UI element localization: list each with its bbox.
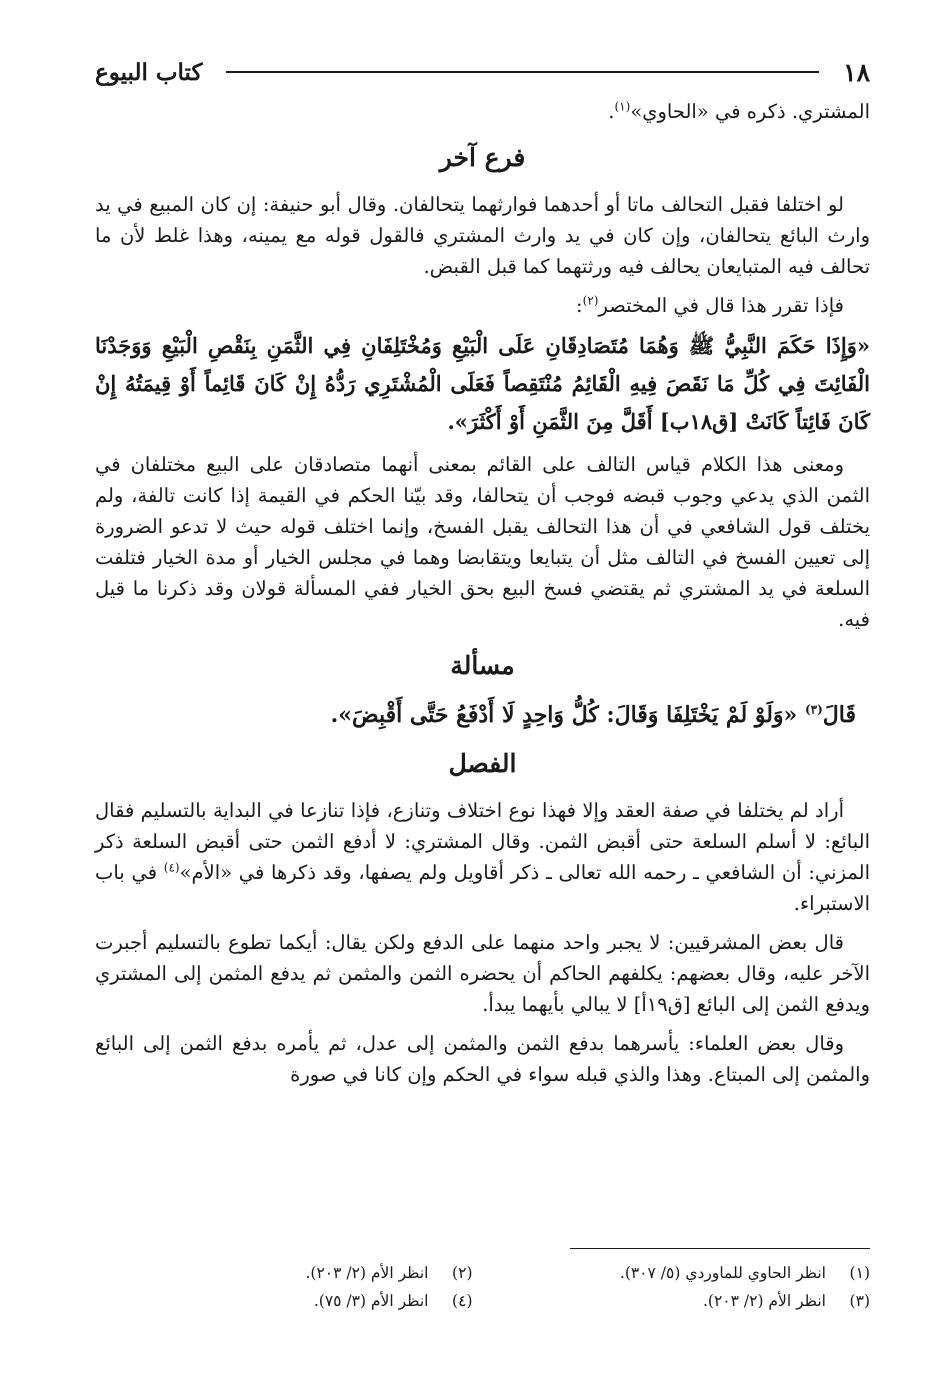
paragraph-text: في باب الاستبراء.	[95, 861, 870, 915]
paragraph-continuation	[95, 96, 870, 127]
header-rule	[226, 71, 819, 73]
page-body	[95, 96, 870, 1090]
paragraph	[95, 795, 870, 919]
paragraph-text: أراد لم يختلفا في صفة العقد وإلا فهذا نوع اختلاف وتنازع، فإذا تنازعا في البداية بالتسليم فقال البائع: لا أسلم السلعة حتى أقبض الثمن. وقال المشتري: لا أدفع الثمن حتى أقبض السلعة ذكر المزني: أن الشافعي ـ رحمه الله تعالى ـ ذكر أقاويل ولم يصفها، وقد ذكرها في «الأم»	[95, 799, 871, 884]
footnote-item	[493, 1261, 871, 1285]
ruling-text: «وَلَوْ لَمْ يَخْتَلِفَا وَقَالَ: كُلُّ وَاحِدٍ لَا أَدْفَعُ حَتَّى أَقْبِضَ».	[330, 702, 798, 728]
book-title: كتاب البيوع	[95, 58, 203, 86]
footnote-number: (٢)	[452, 1264, 473, 1282]
quoted-ruling	[95, 697, 870, 733]
footnote-ref: (٣)	[804, 702, 823, 717]
paragraph: لو اختلفا فقبل التحالف ماتا أو أحدهما فوارثهما يتحالفان. وقال أبو حنيفة: إن كان المبيع في يد وارث البائع يتحالفان، وإن كان في يد وارث المشتري فالقول قوله مع يمينه، وهذا غلط لأن ما تحالف فيه المتبايعان يحالف فيه ورثتهما كما قبل القبض.	[95, 193, 870, 278]
paragraph-text: المشتري. ذكره في «الحاوي»	[630, 100, 870, 123]
paragraph-text: فإذا تقرر هذا قال في المختصر	[598, 294, 844, 317]
footnote-item	[493, 1289, 871, 1313]
section-heading: مسألة	[450, 651, 515, 680]
footnote-text: انظر الحاوي للماوردي (٥/ ٣٠٧).	[619, 1264, 826, 1282]
footnote-number: (١)	[849, 1264, 870, 1282]
page-number: ١٨	[843, 57, 870, 87]
footnote-number: (٤)	[452, 1292, 473, 1310]
footnote-ref: (٤)	[163, 860, 180, 875]
paragraph-text: .	[608, 100, 615, 123]
footnote-rule	[570, 1248, 870, 1249]
paragraph: ومعنى هذا الكلام قياس التالف على القائم بمعنى أنهما متصادقان على البيع مختلفان في الثمن الذي يدعي وجوب قبضه فوجب أن يتحالفا، وقد بيّنا الحكم في القيمة إذا كانت تالفة، ولم يختلف قول الشافعي في أن هذا التحالف يقبل الفسخ، وإنما اختلف قوله حيث لا تدعو الضرورة إلى تعيين الفسخ في التالف مثل أن يتبايعا ويتقابضا وهما في مجلس الخيار أو مدة الخيار فتلفت السلعة في يد المشتري ثم يقتضي فسخ البيع بحق الخيار ففي المسألة قولان وقد ذكرنا ما قيل فيه.	[95, 453, 870, 631]
quoted-text: «وَإِذَا حَكَمَ النَّبِيُّ ﷺ وَهُمَا مُتَصَادِقَانِ عَلَى الْبَيْعِ وَمُخْتَلِفَانِ فِي الثَّمَنِ بِنَقْصِ الْبَيْعِ وَوَجَدْنَا الْفَائِتَ فِي كُلِّ مَا نَقَصَ فِيهِ الْقَائِمُ مُنْتَقِصاً فَعَلَى الْمُشْتَرِي رَدُّهُ إِنْ كَانَ قَائِماً أَوْ قِيمَتُهُ إِنْ كَانَ فَائِتاً كَانَتْ [ق١٨ب] أَقَلَّ مِنَ الثَّمَنِ أَوْ أَكْثَرَ».	[95, 333, 870, 434]
footnote-ref: (٢)	[582, 293, 599, 308]
footnote-number: (٣)	[849, 1292, 870, 1310]
footnotes	[95, 1248, 870, 1313]
footnote-text: انظر الأم (٣/ ٧٥).	[313, 1292, 429, 1310]
paragraph: وقال بعض العلماء: يأسرهما بدفع الثمن والمثمن إلى عدل، ثم يأمره بدفع الثمن إلى البائع والمثمن إلى المبتاع. وهذا والذي قبله سواء في الحكم وإن كانا في صورة	[95, 1032, 870, 1086]
paragraph-text: :	[576, 294, 583, 317]
footnote-text: انظر الأم (٢/ ٢٠٣).	[703, 1292, 826, 1310]
footnote-ref: (١)	[614, 99, 631, 114]
page-header	[95, 52, 870, 92]
footnote-text: انظر الأم (٢/ ٢٠٣).	[305, 1264, 429, 1282]
paragraph	[95, 290, 870, 321]
footnote-item	[95, 1261, 473, 1285]
footnote-list	[95, 1261, 870, 1313]
ruling-lead: قَالَ	[822, 702, 856, 728]
section-heading: فرع آخر	[439, 143, 526, 172]
footnote-item	[95, 1289, 473, 1313]
paragraph: قال بعض المشرقيين: لا يجبر واحد منهما على الدفع ولكن يقال: أيكما تطوع بالتسليم أجبرت الآخر عليه، وقال بعضهم: يكلفهم الحاكم أن يحضره الثمن والمثمن ثم يدفع المثمن إلى المشتري ويدفع الثمن إلى البائع [ق١٩أ] لا يبالي بأيهما يبدأ.	[95, 931, 870, 1016]
section-heading: الفصل	[448, 749, 517, 778]
